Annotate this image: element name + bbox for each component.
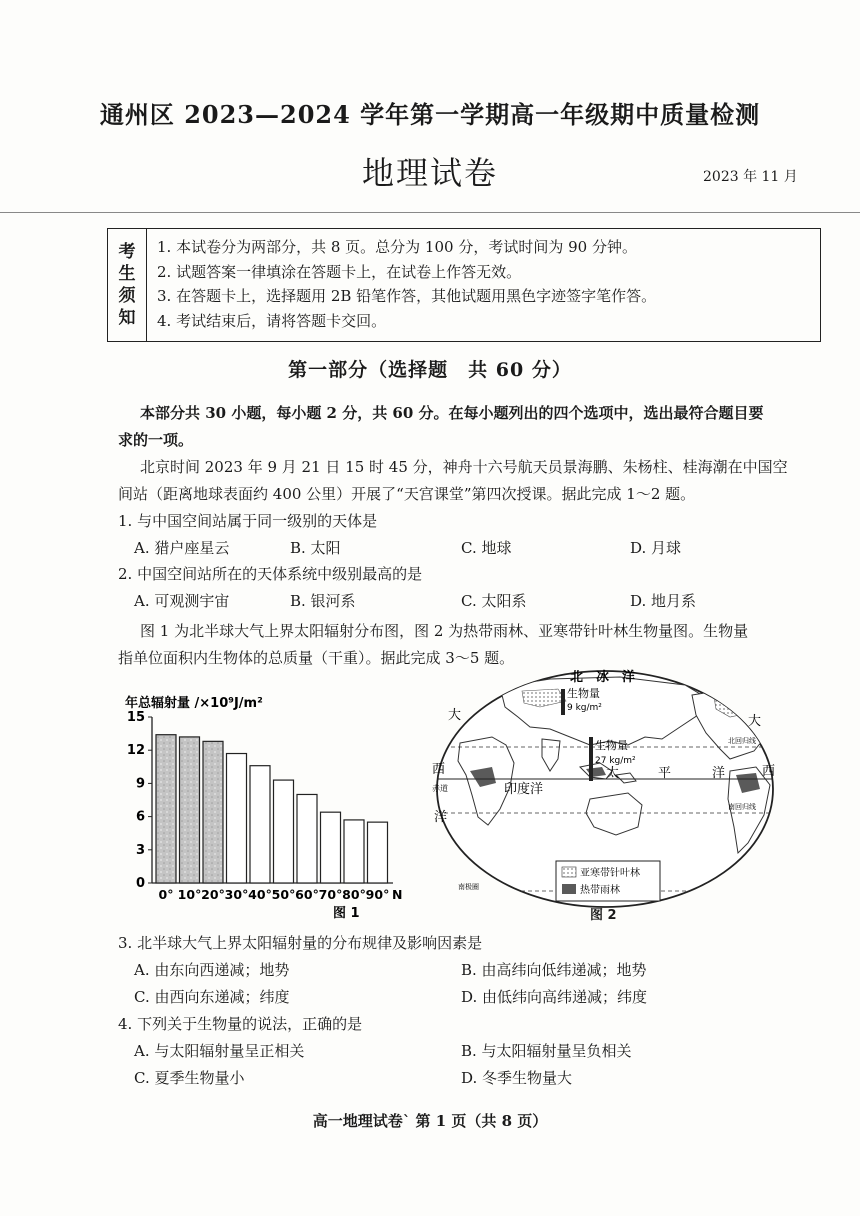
- question-3-option-a: A. 由东向西递减；地势: [134, 961, 290, 979]
- question-2-option-d: D. 地月系: [630, 592, 697, 610]
- label-yang-mid: 洋: [712, 766, 726, 781]
- notice-item: 1. 本试卷分为两部分，共 8 页。总分为 100 分，考试时间为 90 分钟。: [157, 238, 637, 256]
- bar: [274, 780, 294, 883]
- label-biomass-2-value: 27 kg/m²: [595, 756, 636, 766]
- label-xi-left: 西: [432, 762, 446, 777]
- legend-swatch-taiga: [562, 867, 576, 877]
- question-4-stem: 4. 下列关于生物量的说法，正确的是: [118, 1015, 363, 1033]
- bar: [203, 741, 223, 883]
- page-footer: 高一地理试卷` 第 1 页（共 8 页）: [312, 1112, 548, 1130]
- question-1-option-a: A. 猎户座星云: [134, 539, 230, 557]
- part1-title: 第一部分（选择题 共 60 分）: [288, 359, 572, 381]
- notice-box: [107, 228, 821, 342]
- figure2-map: [430, 667, 780, 922]
- label-indian-ocean: 印度洋: [504, 782, 544, 797]
- y-tick-label: 0: [135, 876, 145, 891]
- figure1-caption: 图 1: [333, 906, 360, 921]
- part1-instruction-2: 求的一项。: [118, 431, 194, 449]
- label-da-right: 大: [748, 714, 762, 729]
- label-equator: 赤道: [432, 784, 448, 793]
- bar: [180, 737, 200, 883]
- x-tick-label: 50°: [271, 887, 296, 902]
- y-tick-label: 6: [135, 809, 145, 825]
- x-tick-label: 70°: [318, 887, 343, 902]
- question-1-option-d: D. 月球: [630, 539, 682, 557]
- bar: [156, 735, 176, 883]
- material2-line2: 指单位面积内生物体的总质量（干重）。据此完成 3～5 题。: [118, 649, 515, 667]
- notice-item: 3. 在答题卡上，选择题用 2B 铅笔作答，其他试题用黑色字迹签字笔作答。: [157, 287, 657, 305]
- x-tick-label: 90°: [365, 887, 390, 902]
- notice-label-char: 考: [118, 242, 136, 262]
- bar: [344, 820, 364, 883]
- figure1-ylabel: 年总辐射量 /×10⁹J/m²: [125, 696, 263, 711]
- exam-title: 通州区 2023—2024 学年第一学期高一年级期中质量检测: [99, 100, 761, 129]
- x-tick-label: 30°: [224, 887, 249, 902]
- y-tick-label: 15: [126, 710, 145, 725]
- exam-date: 2023 年 11 月: [703, 169, 798, 185]
- bar: [368, 822, 388, 883]
- question-1-stem: 1. 与中国空间站属于同一级别的天体是: [118, 512, 378, 530]
- question-4-option-b: B. 与太阳辐射量呈负相关: [461, 1042, 632, 1060]
- label-tropic-s: 南回归线: [728, 803, 756, 811]
- question-3-option-d: D. 由低纬向高纬递减；纬度: [461, 988, 648, 1006]
- y-tick-label: 12: [126, 743, 145, 759]
- question-3-option-b: B. 由高纬向低纬递减；地势: [461, 961, 647, 979]
- legend-label-taiga: 亚寒带针叶林: [580, 868, 640, 879]
- bar: [321, 812, 341, 883]
- question-4-option-d: D. 冬季生物量大: [461, 1069, 573, 1087]
- bar: [227, 754, 247, 883]
- question-3-option-c: C. 由西向东递减；纬度: [134, 988, 290, 1006]
- x-axis-unit: N: [392, 887, 403, 902]
- label-tropic-n: 北回归线: [728, 737, 756, 745]
- question-3-stem: 3. 北半球大气上界太阳辐射量的分布规律及影响因素是: [118, 934, 483, 952]
- biomass-bar-taiga: [561, 689, 565, 715]
- notice-label-char: 知: [118, 308, 136, 328]
- x-tick-label: 80°: [342, 887, 366, 902]
- figure1-bars: [127, 710, 403, 902]
- question-1-option-b: B. 太阳: [290, 539, 341, 557]
- label-biomass-1-title: 生物量: [567, 687, 600, 700]
- question-1-option-c: C. 地球: [461, 539, 512, 557]
- y-tick-label: 3: [135, 842, 145, 858]
- label-biomass-2-title: 生物量: [595, 739, 628, 752]
- notice-label-char: 须: [118, 286, 136, 306]
- x-tick-label: 0°: [158, 887, 174, 902]
- y-tick-label: 9: [135, 776, 145, 792]
- figure2-caption: 图 2: [590, 908, 617, 923]
- material1-line2: 间站（距离地球表面约 400 公里）开展了“天宫课堂”第四次授课。据此完成 1～2 题。: [118, 485, 696, 503]
- x-tick-label: 10°: [177, 887, 202, 902]
- material1-line1: 北京时间 2023 年 9 月 21 日 15 时 45 分，神舟十六号航天员景海鹏、朱杨柱、桂海潮在中国空: [140, 458, 788, 476]
- biomass-bar-rainforest: [589, 737, 593, 781]
- label-yang-left: 洋: [434, 810, 448, 825]
- notice-label: [108, 229, 147, 341]
- x-tick-label: 60°: [295, 887, 319, 902]
- material2-line1: 图 1 为北半球大气上界太阳辐射分布图，图 2 为热带雨林、亚寒带针叶林生物量图。生物量: [140, 622, 749, 640]
- label-ping: 平: [658, 766, 672, 781]
- notice-item: 2. 试题答案一律填涂在答题卡上，在试卷上作答无效。: [157, 262, 522, 281]
- bar: [297, 794, 317, 883]
- bar: [250, 766, 270, 883]
- question-4-option-a: A. 与太阳辐射量呈正相关: [134, 1042, 305, 1060]
- question-2-option-b: B. 银河系: [290, 592, 356, 610]
- question-2-option-c: C. 太阳系: [461, 592, 527, 610]
- label-da-left: 大: [448, 708, 462, 723]
- legend-label-rainforest: 热带雨林: [580, 885, 620, 896]
- legend-swatch-rainforest: [562, 884, 576, 894]
- label-xi-right: 西: [762, 764, 776, 779]
- label-biomass-1-value: 9 kg/m²: [567, 703, 602, 713]
- figure1-chart: [112, 685, 412, 925]
- label-antarctic-circle: 南极圈: [458, 883, 479, 891]
- question-4-option-c: C. 夏季生物量小: [134, 1069, 245, 1087]
- exam-subtitle: 地理试卷: [361, 154, 498, 192]
- x-tick-label: 40°: [248, 887, 272, 902]
- notice-item: 4. 考试结束后，请将答题卡交回。: [157, 311, 387, 330]
- map-legend: [556, 861, 660, 901]
- label-arctic-ocean: 北 冰 洋: [570, 670, 636, 685]
- notice-items: [147, 229, 666, 341]
- part1-instruction-1: 本部分共 30 小题，每小题 2 分，共 60 分。在每小题列出的四个选项中，选出最符合题目要: [140, 404, 764, 422]
- x-tick-label: 20°: [201, 887, 225, 902]
- header-divider: [0, 212, 860, 213]
- question-2-option-a: A. 可观测宇宙: [134, 592, 230, 610]
- question-2-stem: 2. 中国空间站所在的天体系统中级别最高的是: [118, 565, 423, 583]
- notice-label-char: 生: [118, 264, 136, 284]
- label-tai: 太: [606, 766, 620, 781]
